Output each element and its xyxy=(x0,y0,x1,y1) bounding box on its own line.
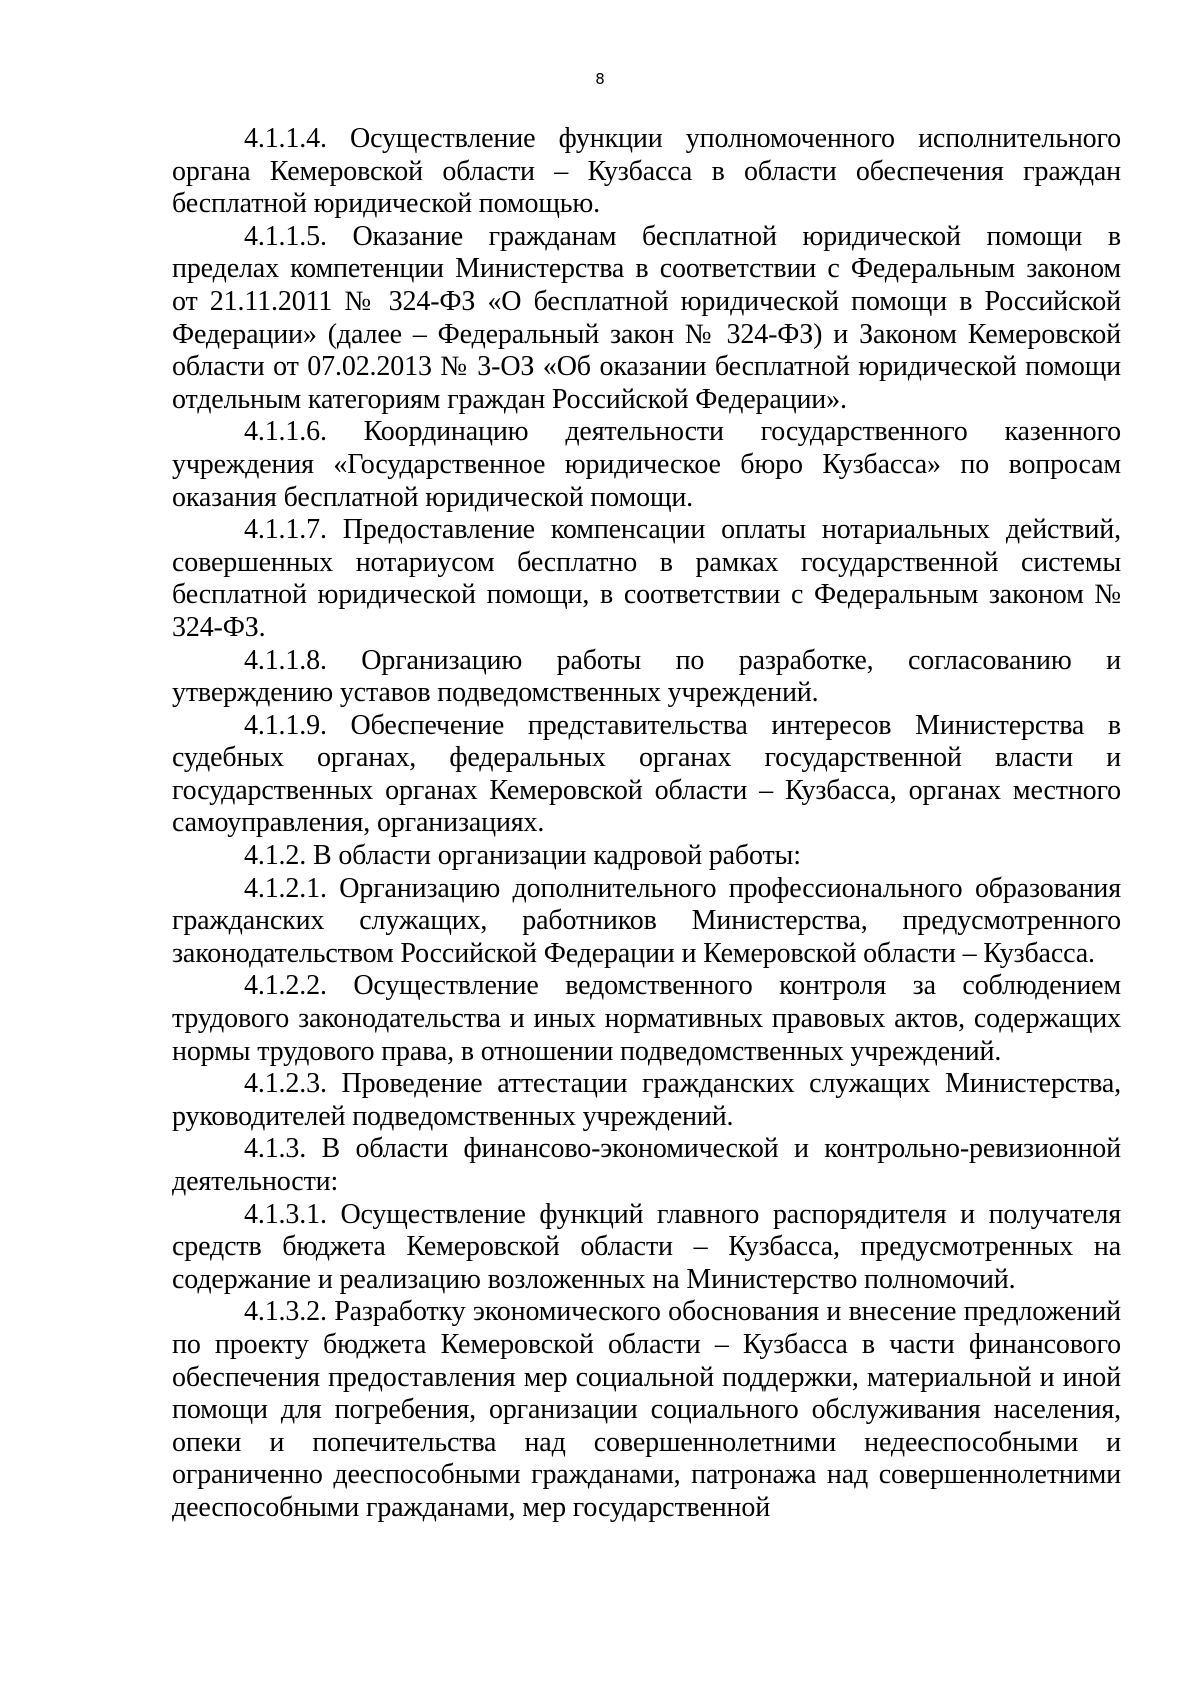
paragraph-4-1-2-1: 4.1.2.1. Организацию дополнительного профессионального образования гражданских служащих, работников Министерства, предусмотренного законодательством Российской Федерации и Кемеровской области – Кузбасса. xyxy=(172,872,1121,969)
paragraph-4-1-3: 4.1.3. В области финансово-экономической и контрольно-ревизионной деятельности: xyxy=(172,1133,1121,1197)
page-number: 8 xyxy=(595,70,605,88)
paragraph-4-1-1-4: 4.1.1.4. Осуществление функции уполномоченного исполнительного органа Кемеровской области – Кузбасса в области обеспечения граждан бесплатной юридической помощью. xyxy=(172,123,1121,220)
paragraph-4-1-1-9: 4.1.1.9. Обеспечение представительства интересов Министерства в судебных органах, федеральных органах государственной власти и государственных органах Кемеровской области – Кузбасса, органах местного самоуправления, организациях. xyxy=(172,709,1121,839)
paragraph-4-1-2: 4.1.2. В области организации кадровой работы: xyxy=(244,840,801,872)
paragraph-4-1-1-5: 4.1.1.5. Оказание гражданам бесплатной юридической помощи в пределах компетенции Министерства в соответствии с Федеральным законом от 21.11.2011 № 324-ФЗ «О бесплатной юридической помощи в Российской Федерации» (далее – Федеральный закон № 324-ФЗ) и Законом Кемеровской области от 07.02.2013 № 3-ОЗ «Об оказании бесплатной юридической помощи отдельным категориям граждан Российской Федерации». xyxy=(172,220,1121,415)
document-body xyxy=(172,123,1121,1525)
paragraph-4-1-3-2: 4.1.3.2. Разработку экономического обоснования и внесение предложений по проекту бюджета Кемеровской области – Кузбасса в части финансового обеспечения предоставления мер социальной поддержки, материальной и иной помощи для погребения, организации социального обслуживания населения, опеки и попечительства над совершеннолетними недееспособными и ограниченно дееспособными гражданами, патронажа над совершеннолетними дееспособными гражданами, мер государственной xyxy=(172,1296,1121,1523)
paragraph-4-1-3-1: 4.1.3.1. Осуществление функций главного распорядителя и получателя средств бюджета Кемеровской области – Кузбасса, предусмотренных на содержание и реализацию возложенных на Министерство полномочий. xyxy=(172,1198,1121,1295)
paragraph-4-1-2-2: 4.1.2.2. Осуществление ведомственного контроля за соблюдением трудового законодательства и иных нормативных правовых актов, содержащих нормы трудового права, в отношении подведомственных учреждений. xyxy=(172,970,1121,1067)
paragraph-4-1-1-8: 4.1.1.8. Организацию работы по разработке, согласованию и утверждению уставов подведомственных учреждений. xyxy=(172,644,1121,709)
paragraph-4-1-1-7: 4.1.1.7. Предоставление компенсации оплаты нотариальных действий, совершенных нотариусом бесплатно в рамках государственной системы бесплатной юридической помощи, в соответствии с Федеральным законом № 324-ФЗ. xyxy=(172,514,1121,643)
paragraph-4-1-1-6: 4.1.1.6. Координацию деятельности государственного казенного учреждения «Государственное юридическое бюро Кузбасса» по вопросам оказания бесплатной юридической помощи. xyxy=(172,416,1121,513)
paragraph-4-1-2-3: 4.1.2.3. Проведение аттестации гражданских служащих Министерства, руководителей подведомственных учреждений. xyxy=(172,1068,1121,1132)
